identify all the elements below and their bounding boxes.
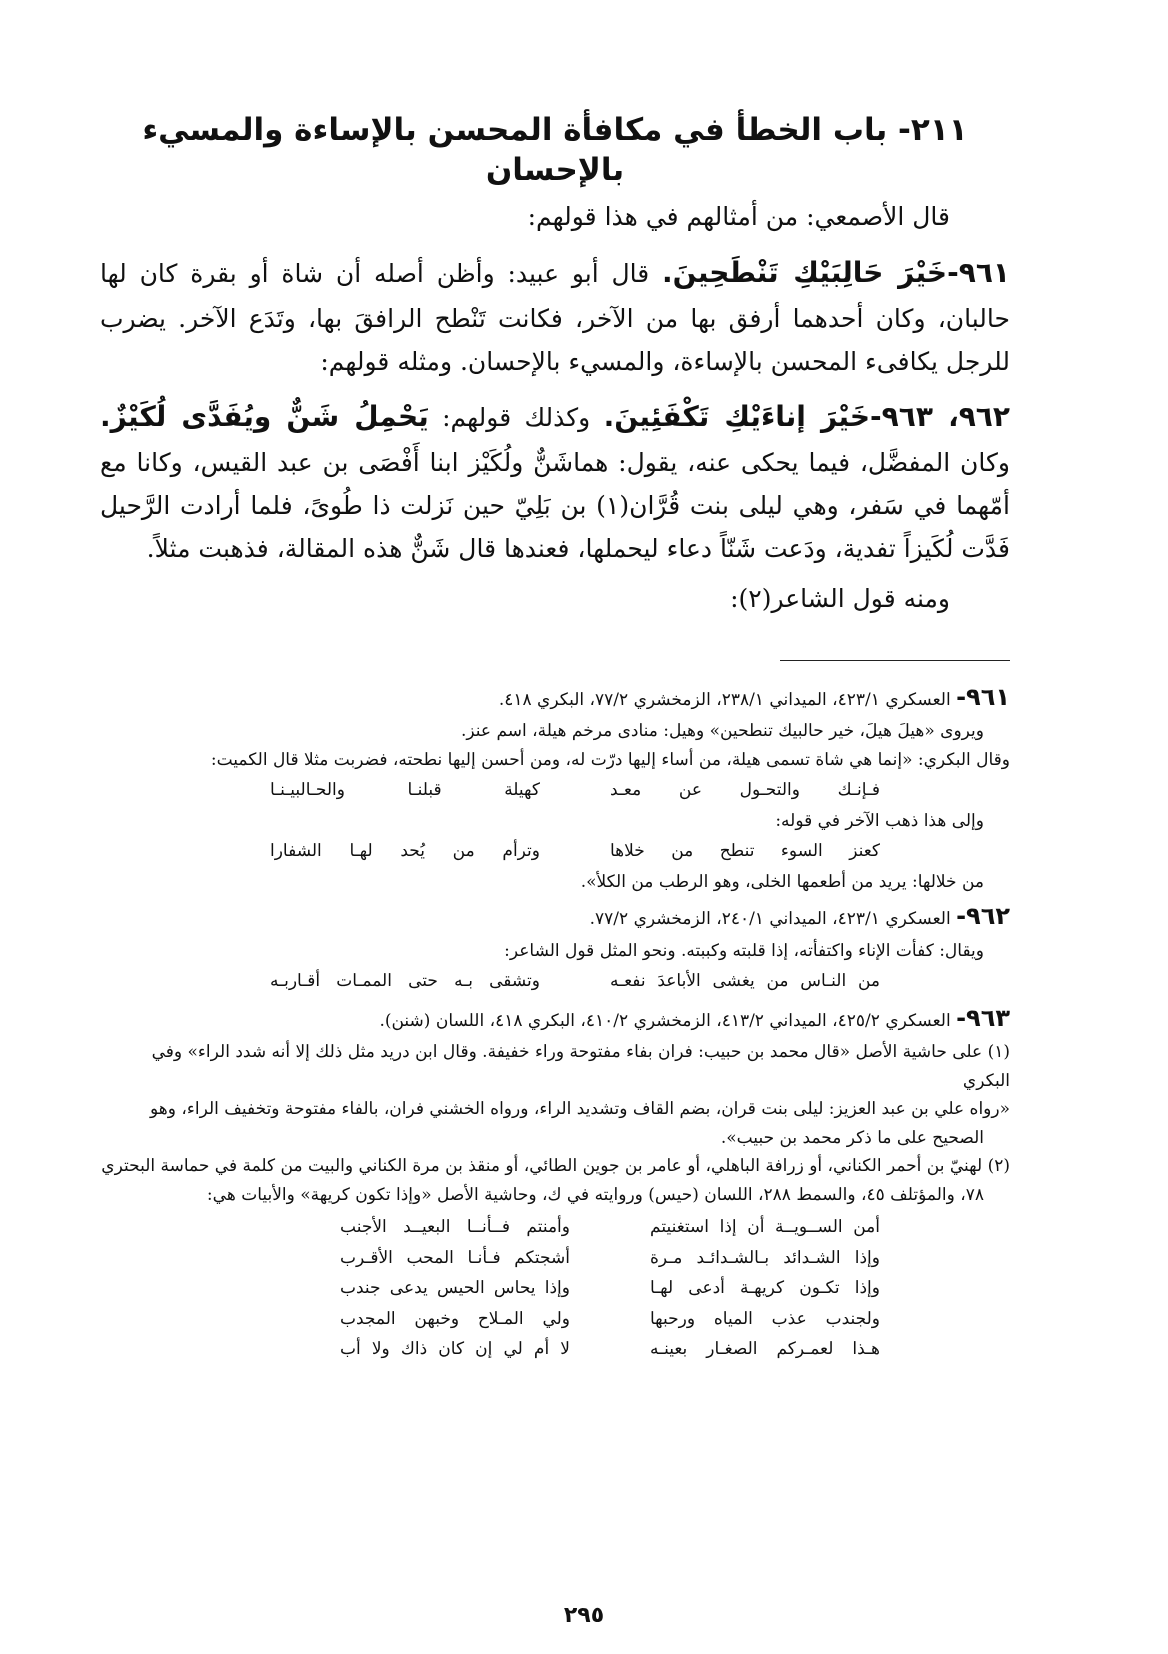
footnote-divider bbox=[780, 660, 1010, 661]
verse-hemistich: كهيلة قبلنـا والحـالبيـنـا bbox=[270, 780, 540, 801]
note-962-verse1 bbox=[100, 967, 1010, 996]
note-963-refs-text: العسكري ٤٢٥/٢، الميداني ٤١٣/٢، الزمخشري ٤١٠/٢، البكري ٤١٨، اللسان (شنن). bbox=[379, 1010, 951, 1031]
poem-verse bbox=[100, 1305, 880, 1334]
note-962-line1: ويقال: كفأت الإناء واكتفأته، إذا قلبته وكببته. ونحو المثل قول الشاعر: bbox=[504, 940, 984, 961]
poem-verse bbox=[100, 1244, 880, 1273]
entry-962-mid: وكذلك قولهم: bbox=[442, 403, 591, 432]
verse-hemistich: أشجتكم فـأنـا المحب الأقـرب bbox=[340, 1247, 570, 1268]
entry-961 bbox=[100, 249, 1010, 383]
verse-hemistich: وإذا تكـون كريهـة أدعى لهـا bbox=[650, 1278, 880, 1299]
note-963-refs bbox=[100, 998, 1010, 1038]
verse-hemistich: من النـاس من يغشى الأباعدَ نفعـه bbox=[610, 971, 880, 992]
entry-962-text: وكان المفضَّل، فيما يحكى عنه، يقول: هماشَنٌّ ولُكَيْز ابنا أَفْصَى بن عبد القيس، وكانا مع أمّهما في سَفر، وهي ليلى بنت قُرَّان(١) بن بَلِيّ حين نَزلت ذا طُوىً، فلما أرادت الرَّحيل فَدَّت لُكَيزاً تفدية، ودَعت شَنّاً دعاء ليحملها، فعندها قال شَنٌّ هذه المقالة، فذهبت مثلاً. bbox=[100, 448, 1011, 564]
note-961-line1: ويروى «هيلَ هيلَ، خير حالبيك تنطحين» وهيل: منادى مرخم هيلة، اسم عنز. bbox=[461, 720, 984, 741]
note-961-line3: وإلى هذا ذهب الآخر في قوله: bbox=[775, 810, 984, 831]
note-962-refs bbox=[100, 896, 1010, 936]
verse-hemistich: وتشقى بـه حتى الممـات أقـاربـه bbox=[270, 971, 540, 992]
entry-961-text: قال أبو عبيد: وأظن أصله أن شاة أو بقرة كان لها حالبان، وكان أحدهما أرفق بها من الآخر، فكانت تَنْطح الرافقَ بها، وتَدَع الآخر. يضرب للرجل يكافىء المحسن بالإساءة، والمسيء بالإحسان. ومثله قولهم: bbox=[100, 258, 1010, 376]
poem-verse bbox=[100, 1335, 880, 1364]
note-961-line4: من خلالها: يريد من أطعمها الخلى، وهو الرطب من الكلأ». bbox=[580, 871, 984, 892]
verse-hemistich: كعنز السوء تنطح من خلاها bbox=[610, 841, 880, 862]
poem-verse bbox=[100, 1274, 880, 1303]
verse-hemistich: هـذا لعمـركم الصغـار بعينـه bbox=[650, 1339, 880, 1360]
poem-verse bbox=[100, 1213, 880, 1242]
footnote-2-line1: (٢) لهنيّ بن أحمر الكناني، أو زرافة الباهلي، أو عامر بن جوين الطائي، أو منقذ بن مرة الكناني والبيت من كلمة في حماسة البحتري bbox=[101, 1156, 1010, 1177]
note-961-refs bbox=[100, 677, 1010, 717]
intro-line: قال الأصمعي: من أمثالهم في هذا قولهم: bbox=[527, 201, 950, 231]
note-962-refs-text: العسكري ٤٢٣/١، الميداني ٢٤٠/١، الزمخشري ٧٧/٢. bbox=[589, 909, 951, 930]
note-961-line2: وقال البكري: «إنما هي شاة تسمى هيلة، من أساء إليها درّت له، ومن أحسن إليها نطحته، فضربت مثلا قال الكميت: bbox=[210, 749, 1010, 770]
note-961-refs-text: العسكري ٤٢٣/١، الميداني ٢٣٨/١، الزمخشري ٧٧/٢، البكري ٤١٨. bbox=[498, 689, 951, 710]
footnote-1-line3: الصحيح على ما ذكر محمد بن حبيب». bbox=[720, 1127, 984, 1148]
note-962-number: ٩٦٢- bbox=[956, 902, 1010, 931]
chapter-title: ٢١١- باب الخطأ في مكافأة المحسن بالإساءة والمسيء بالإحسان bbox=[142, 112, 968, 189]
note-961-verse2 bbox=[100, 837, 1010, 866]
footnotes bbox=[100, 677, 1010, 1364]
verse-hemistich: أمن الســويــة أن إذا استغنيتم bbox=[650, 1217, 880, 1238]
page-body bbox=[100, 110, 1010, 1366]
page-number: ٢٩٥ bbox=[563, 1603, 605, 1628]
entry-962-963 bbox=[100, 393, 1010, 570]
verse-hemistich: فـإنـك والتحـول عن معـد bbox=[610, 780, 880, 801]
verse-hemistich: ولجندب عذب المياه ورحبها bbox=[650, 1308, 880, 1329]
poem-intro: ومنه قول الشاعر(٢): bbox=[730, 584, 950, 614]
footnote-1-line1: (١) على حاشية الأصل «قال محمد بن حبيب: فران بفاء مفتوحة وراء خفيفة. وقال ابن دريد مثل ذلك إلا أنه شدد الراء» وفي البكري bbox=[151, 1041, 1010, 1091]
note-963-number: ٩٦٣- bbox=[956, 1003, 1010, 1032]
entry-962-number: ٩٦٢، ٩٦٣- bbox=[870, 400, 1010, 433]
verse-hemistich: لا أم لي إن كان ذاك ولا أب bbox=[340, 1339, 570, 1360]
entry-962-proverb: خَيْرَ إناءَيْكِ تَكْفَئِينَ. bbox=[603, 400, 871, 433]
verse-hemistich: ولي المـلاح وخبهن المجدب bbox=[340, 1308, 570, 1329]
footnote-1-line2: «رواه علي بن عبد العزيز: ليلى بنت قران، بضم القاف وتشديد الراء، ورواه الخشني فران، بالفاء مفتوحة وتخفيف الراء، وهو bbox=[150, 1099, 1010, 1120]
footnote-2-poem bbox=[100, 1213, 1010, 1364]
note-961-number: ٩٦١- bbox=[956, 682, 1010, 711]
verse-hemistich: وترأم من يُحد لهـا الشفارا bbox=[270, 841, 540, 862]
note-961-verse1 bbox=[100, 776, 1010, 805]
verse-hemistich: وإذا يحاس الحيس يدعى جندب bbox=[340, 1278, 570, 1299]
verse-hemistich: وأمنتم فــأنــا البعيــد الأجنب bbox=[340, 1217, 570, 1238]
entry-961-number: ٩٦١- bbox=[947, 255, 1011, 289]
verse-hemistich: وإذا الشـدائد بـالشـدائـد مـرة bbox=[650, 1247, 880, 1268]
entry-963-proverb: يَحْمِلُ شَنٌّ ويُفَدَّى لُكَيْزٌ. bbox=[100, 400, 429, 433]
entry-961-proverb: خَيْرَ حَالِبَيْكِ تَنْطَحِينَ. bbox=[662, 255, 948, 289]
footnote-2-line2: ٧٨، والمؤتلف ٤٥، والسمط ٢٨٨، اللسان (حيس) وروايته في ك، وحاشية الأصل «وإذا تكون كريهة» والأبيات هي: bbox=[206, 1184, 984, 1205]
